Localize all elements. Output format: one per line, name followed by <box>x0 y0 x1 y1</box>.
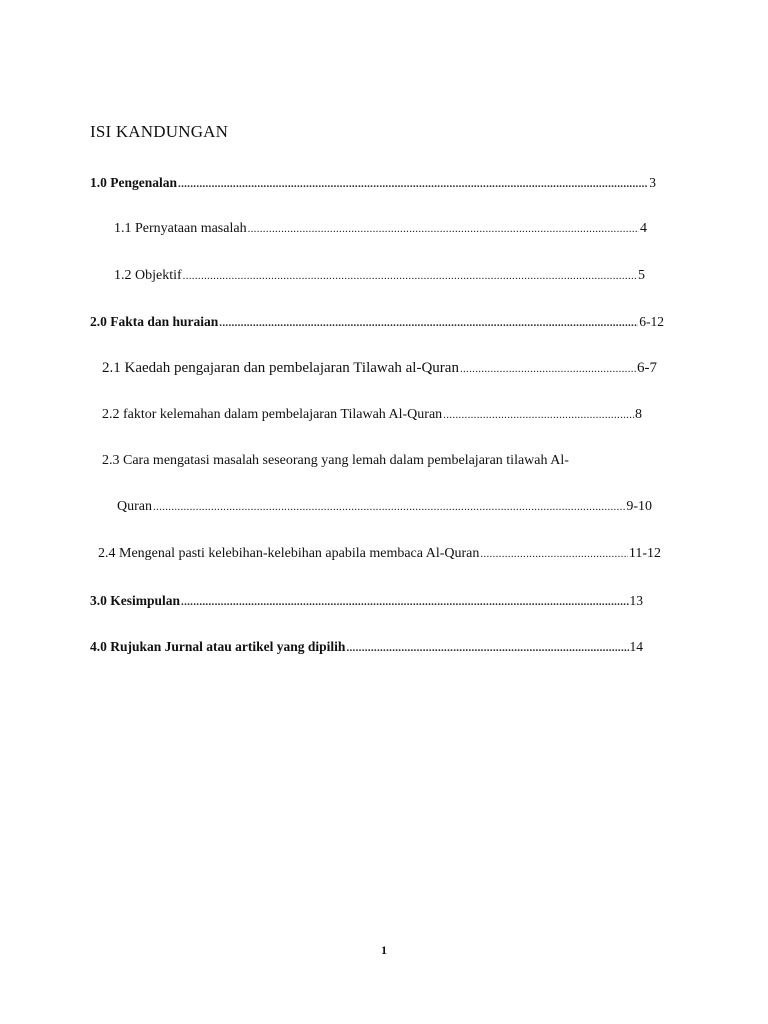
toc-entry-label: Quran <box>117 499 152 514</box>
toc-entry-page: 4 <box>640 221 647 236</box>
toc-entry-page: 14 <box>629 639 643 654</box>
toc-entry-page: 6-7 <box>637 360 657 376</box>
page-number-footer: 1 <box>381 943 387 957</box>
toc-entry-page: 11-12 <box>628 546 661 561</box>
toc-entry-2-0 <box>90 313 664 332</box>
toc-entry-label: 2.1 Kaedah pengajaran dan pembelajaran Tilawah al-Quran <box>102 360 459 376</box>
toc-leader-dots <box>178 175 648 193</box>
toc-entry-4-0 <box>90 638 643 657</box>
page-title: ISI KANDUNGAN <box>90 122 229 141</box>
toc-leader-dots <box>480 545 627 563</box>
toc-entry-2-2 <box>102 406 642 424</box>
toc-leader-dots <box>153 498 625 516</box>
toc-entry-label: 2.4 Mengenal pasti kelebihan-kelebihan apabila membaca Al-Quran <box>98 546 480 561</box>
toc-entry-label: 4.0 Rujukan Jurnal atau artikel yang dipilih <box>90 639 346 654</box>
toc-entry-label: 3.0 Kesimpulan <box>90 593 181 608</box>
toc-entry-2-3 <box>117 498 652 516</box>
toc-leader-dots <box>181 593 628 611</box>
toc-entry-label: 2.2 faktor kelemahan dalam pembelajaran Tilawah Al-Quran <box>102 407 443 422</box>
toc-entry-label: 1.0 Pengenalan <box>90 175 178 190</box>
toc-entry-3-0 <box>90 592 643 611</box>
toc-entry-1-1 <box>114 220 647 238</box>
toc-leader-dots <box>219 314 638 332</box>
toc-entry-page: 5 <box>638 268 645 283</box>
toc-entry-1-2 <box>114 267 645 285</box>
toc-entry-2-3-first-line: 2.3 Cara mengatasi masalah seseorang yang lemah dalam pembelajaran tilawah Al- <box>102 453 569 468</box>
toc-entry-label: 1.2 Objektif <box>114 268 182 283</box>
toc-entry-1-0 <box>90 174 656 193</box>
toc-entry-page: 8 <box>635 407 642 422</box>
toc-entry-label: 1.1 Pernyataan masalah <box>114 221 247 236</box>
toc-entry-page: 3 <box>649 175 656 190</box>
toc-entry-2-4 <box>98 545 661 563</box>
toc-leader-dots <box>248 220 639 238</box>
toc-leader-dots <box>183 267 637 285</box>
toc-leader-dots <box>346 639 628 657</box>
toc-leader-dots <box>443 406 634 424</box>
toc-entry-page: 6-12 <box>639 314 664 329</box>
toc-entry-page: 13 <box>629 593 643 608</box>
toc-entry-2-1 <box>102 359 657 378</box>
toc-entry-label: 2.0 Fakta dan huraian <box>90 314 219 329</box>
toc-leader-dots <box>460 360 636 378</box>
toc-entry-page: 9-10 <box>626 499 652 514</box>
